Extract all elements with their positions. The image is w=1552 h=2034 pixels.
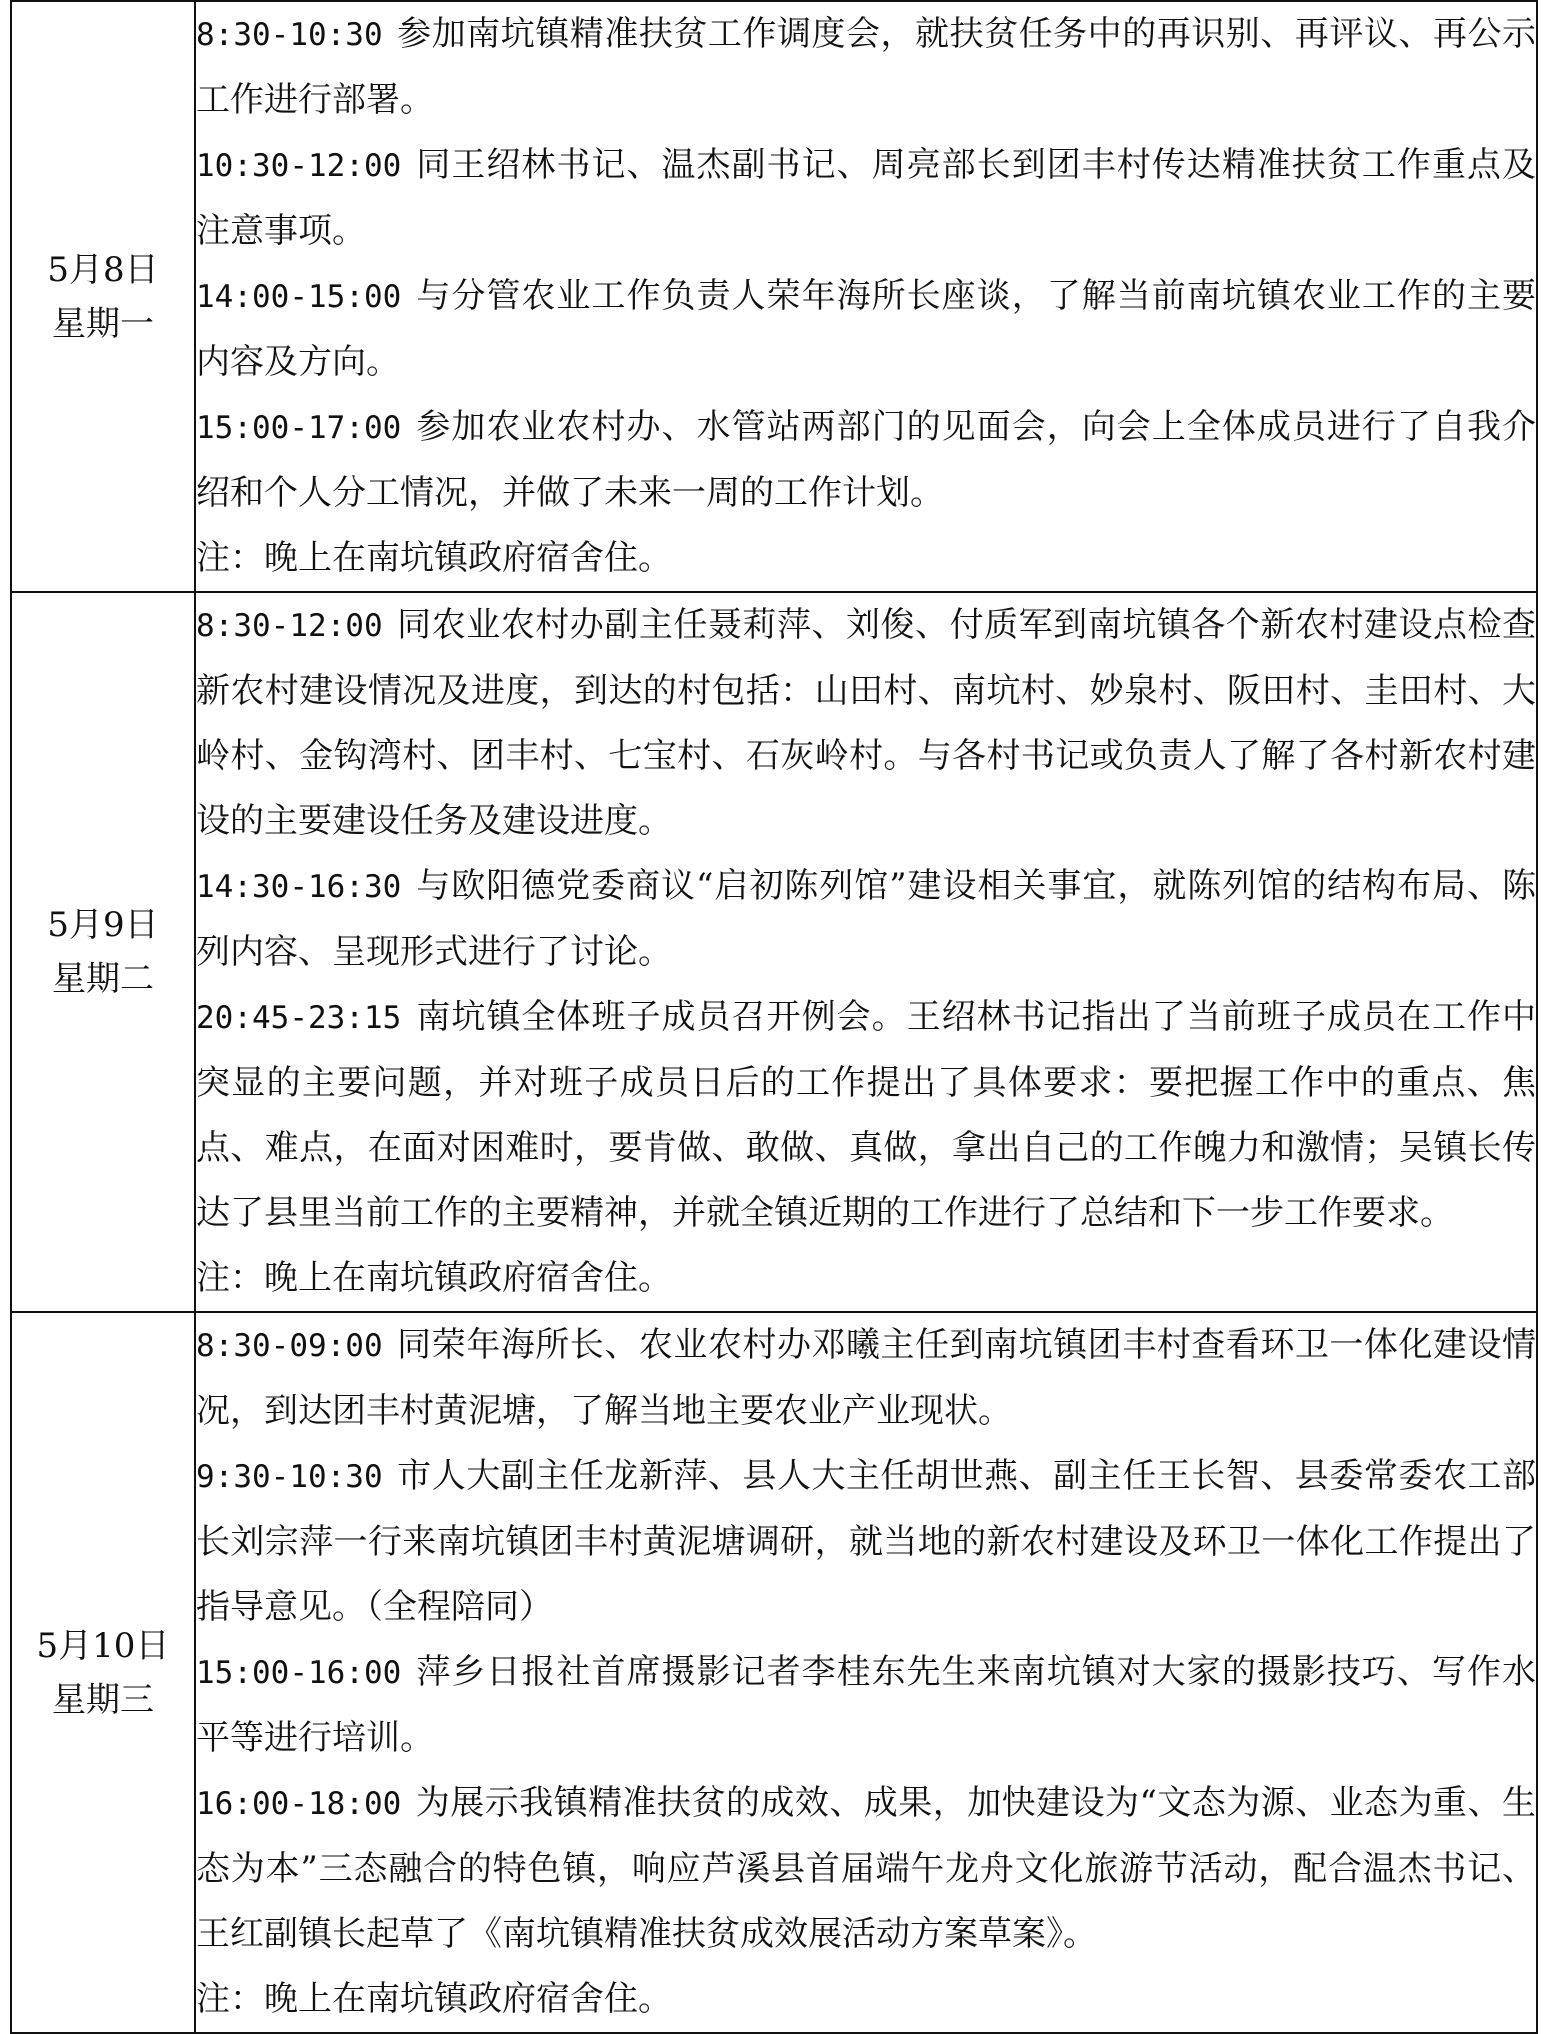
date-cell [11, 592, 195, 1312]
entry-text: 参加农业农村办、水管站两部门的见面会，向会上全体成员进行了自我介绍和个人分工情况，并做了未来一周的工作计划。 [196, 407, 1536, 513]
date-cell [11, 1312, 195, 2033]
entry-text: 与欧阳德党委商议“启初陈列馆”建设相关事宜，就陈列馆的结构布局、陈列内容、呈现形式进行了讨论。 [196, 866, 1536, 972]
entry-note: 注：晚上在南坑镇政府宿舍住。 [196, 538, 672, 578]
content-cell [195, 1, 1537, 592]
entry-text: 南坑镇全体班子成员召开例会。王绍林书记指出了当前班子成员在工作中突显的主要问题，并对班子成员日后的工作提出了具体要求：要把握工作中的重点、焦点、难点，在面对困难时，要肯做、敢做、真做，拿出自己的工作魄力和激情；吴镇长传达了县里当前工作的主要精神，并就全镇近期的工作进行了总结和下一步工作要求。 [196, 997, 1536, 1233]
schedule-entry [196, 854, 1536, 985]
schedule-entry [196, 1313, 1536, 1444]
entry-time: 14:30-16:30 [196, 869, 402, 905]
date-label: 5月8日 [47, 249, 159, 290]
entry-time: 16:00-18:00 [196, 1786, 402, 1822]
schedule-entry [196, 1640, 1536, 1771]
entry-time: 15:00-16:00 [196, 1655, 402, 1691]
schedule-entry [196, 395, 1536, 526]
entry-text: 萍乡日报社首席摄影记者李桂东先生来南坑镇对大家的摄影技巧、写作水平等进行培训。 [196, 1652, 1536, 1758]
table-row [11, 1, 1537, 592]
date-label: 5月10日 [36, 1625, 170, 1666]
schedule-entry [196, 264, 1536, 395]
schedule-entry [196, 2, 1536, 133]
weekday-label: 星期一 [52, 303, 154, 344]
weekday-label: 星期二 [52, 959, 154, 999]
entry-time: 8:30-09:00 [196, 1328, 383, 1364]
content-cell [195, 1312, 1537, 2033]
entry-time: 8:30-12:00 [196, 608, 383, 644]
entry-time: 15:00-17:00 [196, 410, 402, 446]
date-label: 5月9日 [47, 905, 159, 945]
entry-text: 同荣年海所长、农业农村办邓曦主任到南坑镇团丰村查看环卫一体化建设情况，到达团丰村黄泥塘，了解当地主要农业产业现状。 [196, 1325, 1536, 1431]
entry-time: 14:00-15:00 [196, 279, 402, 315]
schedule-table [10, 0, 1538, 2034]
entry-text: 与分管农业工作负责人荣年海所长座谈，了解当前南坑镇农业工作的主要内容及方向。 [196, 276, 1536, 382]
entry-note: 注：晚上在南坑镇政府宿舍住。 [196, 1979, 672, 2019]
entry-text: 同农业农村办副主任聂莉萍、刘俊、付质军到南坑镇各个新农村建设点检查新农村建设情况及进度，到达的村包括：山田村、南坑村、妙泉村、阪田村、圭田村、大岭村、金钩湾村、团丰村、七宝村、石灰岭村。与各村书记或负责人了解了各村新农村建设的主要建设任务及建设进度。 [196, 605, 1536, 841]
table-row [11, 1312, 1537, 2033]
entry-text: 同王绍林书记、温杰副书记、周亮部长到团丰村传达精准扶贫工作重点及注意事项。 [196, 145, 1536, 251]
schedule-entry [196, 985, 1536, 1246]
entry-text: 市人大副主任龙新萍、县人大主任胡世燕、副主任王长智、县委常委农工部长刘宗萍一行来南坑镇团丰村黄泥塘调研，就当地的新农村建设及环卫一体化工作提出了指导意见。（全程陪同） [196, 1456, 1536, 1627]
entry-time: 8:30-10:30 [196, 17, 383, 53]
entry-time: 9:30-10:30 [196, 1459, 383, 1495]
entry-text: 为展示我镇精准扶贫的成效、成果，加快建设为“文态为源、业态为重、生态为本”三态融合的特色镇，响应芦溪县首届端午龙舟文化旅游节活动，配合温杰书记、王红副镇长起草了《南坑镇精准扶贫成效展活动方案草案》。 [196, 1783, 1536, 1954]
entry-note: 注：晚上在南坑镇政府宿舍住。 [196, 1258, 672, 1298]
date-cell [11, 1, 195, 592]
entry-time: 10:30-12:00 [196, 148, 402, 184]
schedule-entry [196, 1771, 1536, 1967]
content-cell [195, 592, 1537, 1312]
entry-time: 20:45-23:15 [196, 1000, 402, 1036]
weekday-label: 星期三 [52, 1679, 154, 1720]
schedule-entry [196, 593, 1536, 854]
table-row [11, 592, 1537, 1312]
schedule-entry [196, 1444, 1536, 1640]
entry-text: 参加南坑镇精准扶贫工作调度会，就扶贫任务中的再识别、再评议、再公示工作进行部署。 [196, 14, 1536, 120]
schedule-entry [196, 133, 1536, 264]
